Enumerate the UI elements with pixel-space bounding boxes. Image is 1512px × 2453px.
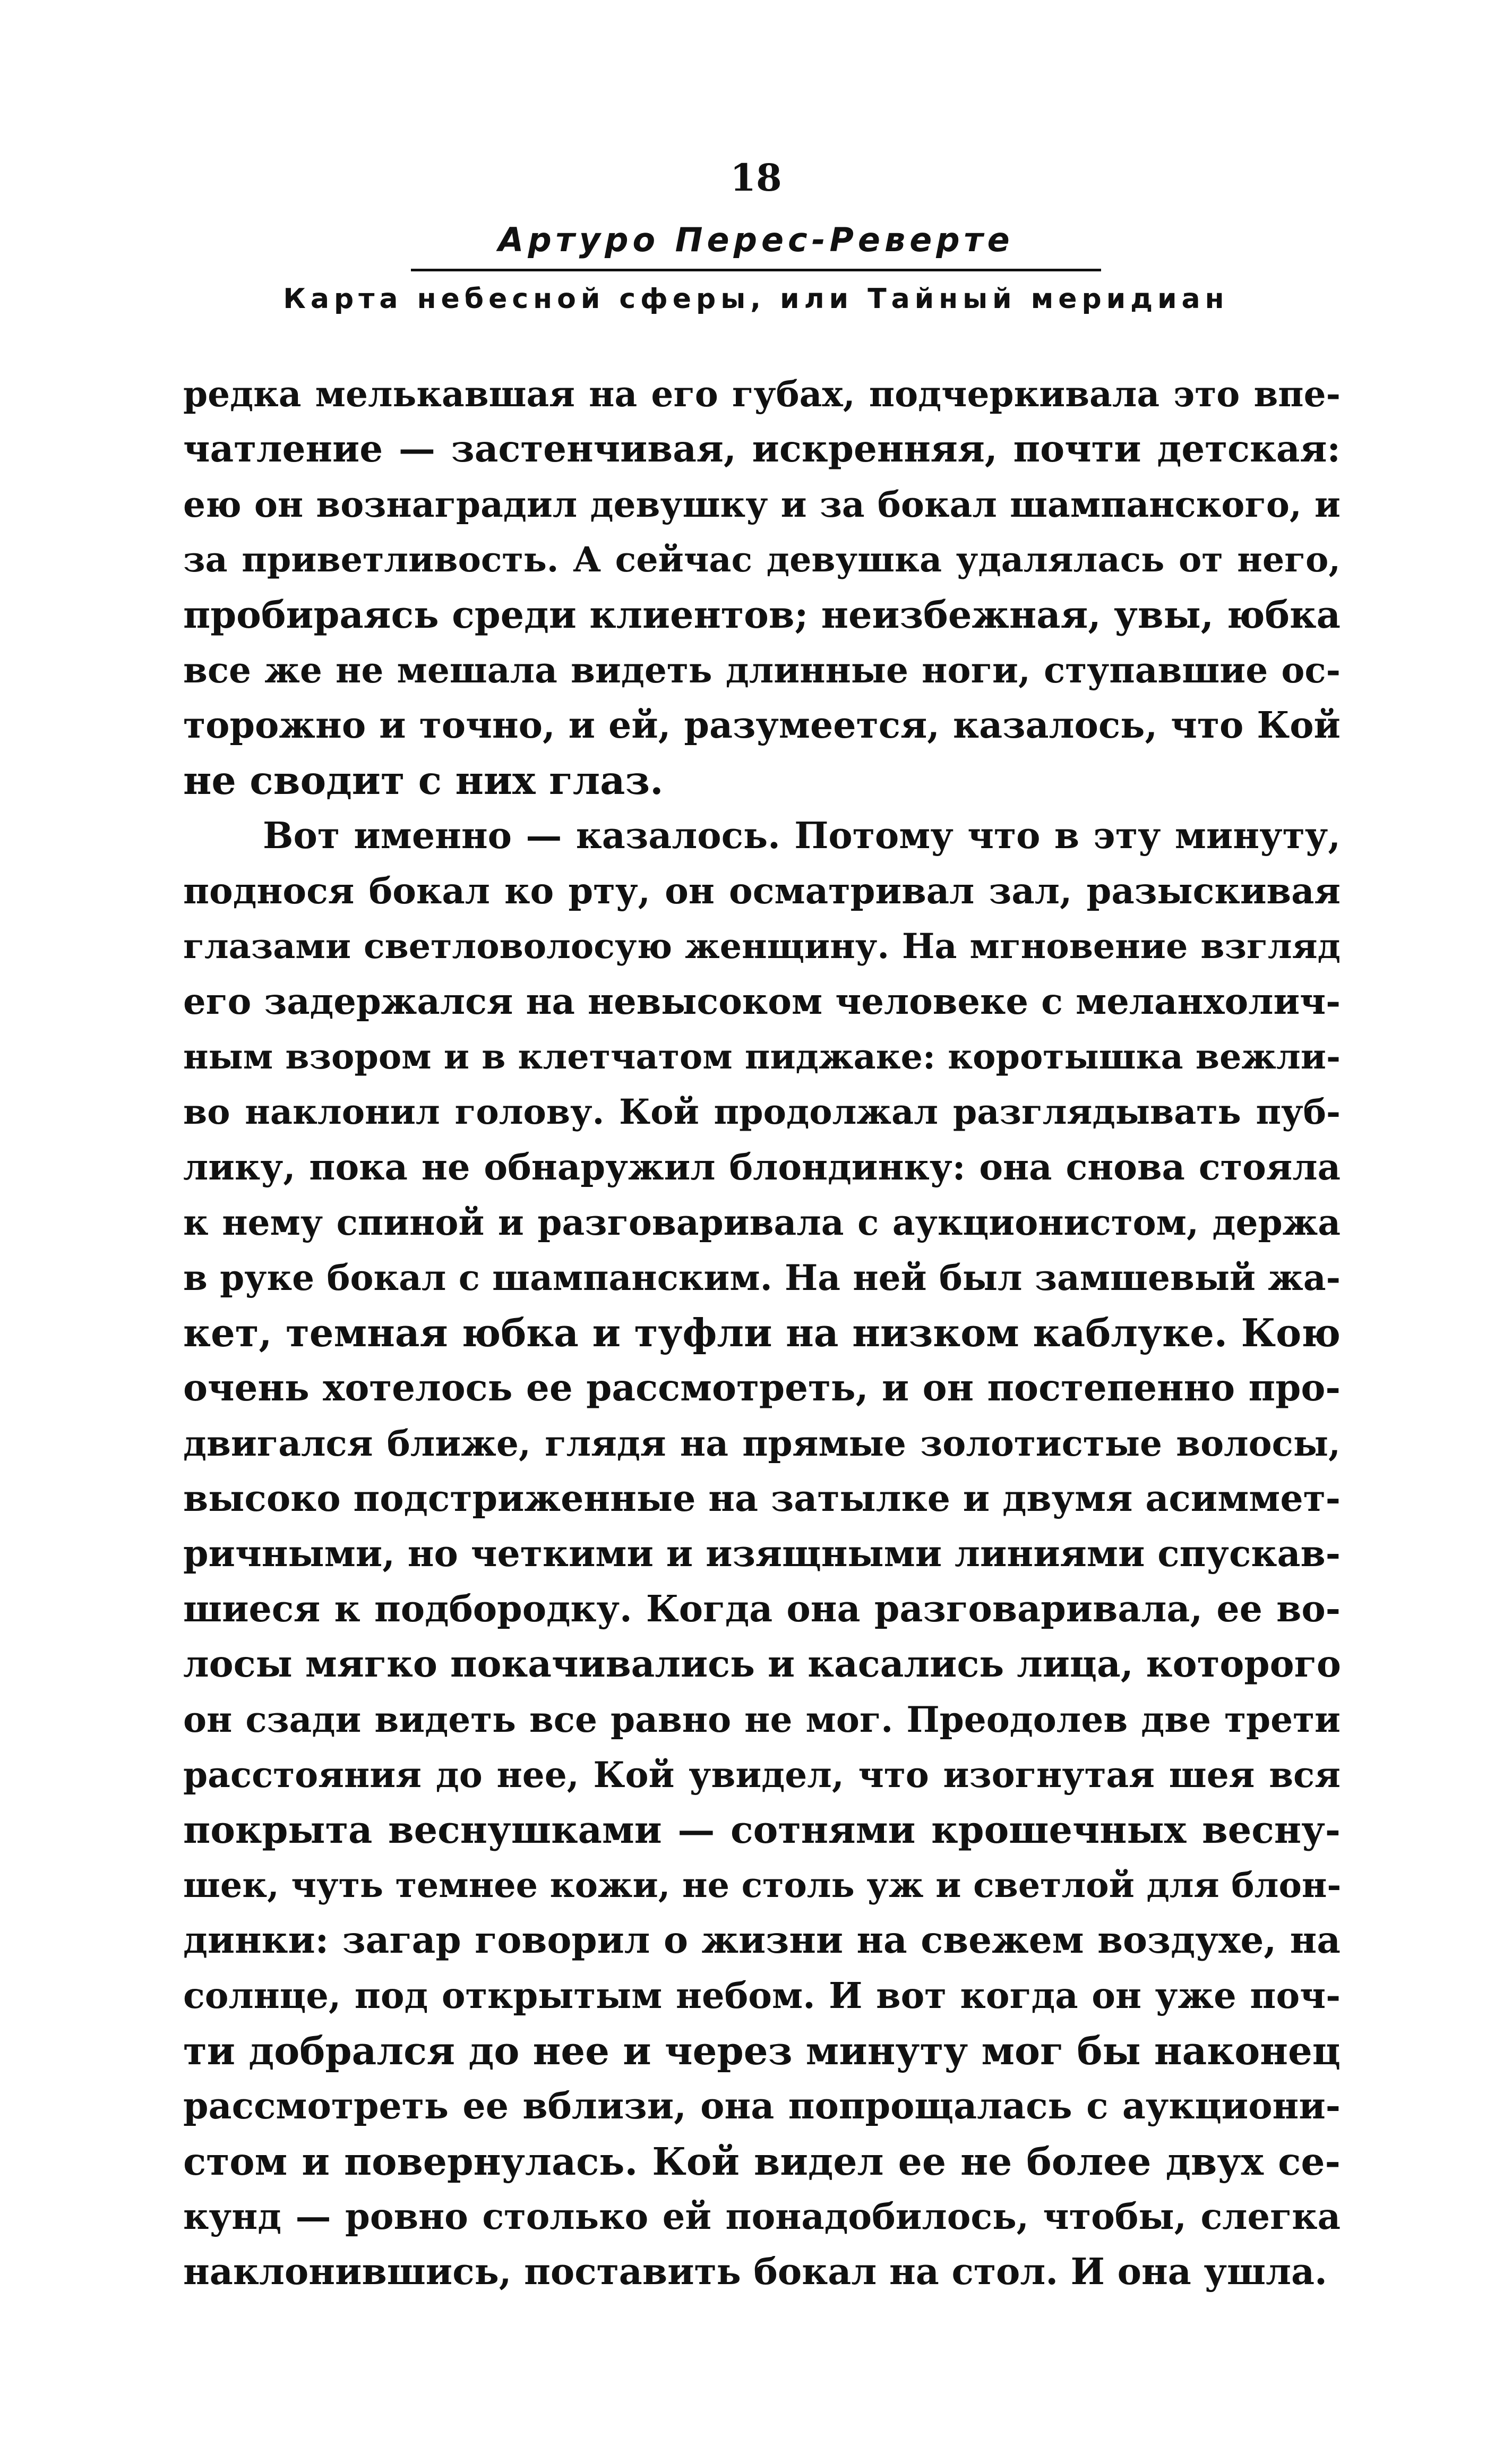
text-line: ти добрался до нее и через минуту мог бы наконец <box>183 2028 1341 2073</box>
paragraph <box>183 808 1341 2300</box>
text-line: наклонившись, поставить бокал на стол. И она ушла. <box>183 2251 1327 2293</box>
text-line: двигался ближе, глядя на прямые золотистые волосы, <box>183 1423 1341 1464</box>
author-name: Артуро Перес-Реверте <box>498 220 1014 259</box>
text-line: покрыта веснушками — сотнями крошечных весну- <box>183 1808 1341 1852</box>
text-line: высоко подстриженные на затылке и двумя асиммет- <box>183 1477 1341 1520</box>
text-line: лику, пока не обнаружил блондинку: она снова стояла <box>183 1146 1341 1188</box>
text-line: кунд — ровно столько ей понадобилось, чтобы, слегка <box>183 2195 1341 2237</box>
paragraph <box>183 366 1341 808</box>
text-line: он сзади видеть все равно не мог. Преодолев две трети <box>183 1699 1341 1740</box>
text-line: ричными, но четкими и изящными линиями спускав- <box>183 1533 1341 1575</box>
header-rule <box>411 269 1101 271</box>
text-line: пробираясь среди клиентов; неизбежная, увы, юбка <box>183 593 1341 637</box>
running-header <box>0 154 1512 320</box>
text-line: Вот именно — казалось. Потому что в эту минуту, <box>263 815 1341 857</box>
text-line: солнце, под открытым небом. И вот когда он уже поч- <box>183 1975 1341 2016</box>
text-line: рассмотреть ее вблизи, она попрощалась с аукциони- <box>183 2085 1341 2127</box>
text-line: очень хотелось ее рассмотреть, и он постепенно про- <box>183 1366 1341 1409</box>
text-line: во наклонил голову. Кой продолжал разглядывать пуб- <box>183 1092 1341 1132</box>
text-line: лосы мягко покачивались и касались лица, которого <box>183 1643 1341 1686</box>
body-text <box>183 366 1341 2300</box>
text-line: торожно и точно, и ей, разумеется, казалось, что Кой <box>183 704 1341 747</box>
text-line: стом и повернулась. Кой видел ее не более двух се- <box>183 2139 1341 2184</box>
text-line: редка мелькавшая на его губах, подчеркивала это впе- <box>183 373 1341 415</box>
text-line: шиеся к подбородку. Когда она разговаривала, ее во- <box>183 1588 1341 1630</box>
page-number: 18 <box>730 156 782 200</box>
text-line: не сводит с них глаз. <box>183 758 664 804</box>
text-line: в руке бокал с шампанским. На ней был замшевый жа- <box>183 1257 1341 1298</box>
text-line: его задержался на невысоком человеке с меланхолич- <box>183 980 1341 1022</box>
text-line: глазами светловолосую женщину. На мгновение взгляд <box>183 926 1341 967</box>
text-line: за приветливость. А сейчас девушка удалялась от него, <box>183 540 1341 580</box>
book-title: Карта небесной сферы, или Тайный меридиан <box>283 283 1229 315</box>
text-line: шек, чуть темнее кожи, не столь уж и светлой для блон- <box>183 1865 1342 1905</box>
text-line: чатление — застенчивая, искренняя, почти детская: <box>183 428 1341 471</box>
text-line: динки: загар говорил о жизни на свежем воздухе, на <box>183 1919 1341 1962</box>
text-line: расстояния до нее, Кой увидел, что изогнутая шея вся <box>183 1754 1341 1796</box>
text-line: все же не мешала видеть длинные ноги, ступавшие ос- <box>183 649 1341 691</box>
text-line: ным взором и в клетчатом пиджаке: коротышка вежли- <box>183 1037 1341 1077</box>
text-line: поднося бокал ко рту, он осматривал зал, разыскивая <box>183 870 1341 912</box>
text-line: кет, темная юбка и туфли на низком каблуке. Кою <box>183 1310 1341 1355</box>
text-line: ею он вознаградил девушку и за бокал шампанского, и <box>183 484 1341 525</box>
text-line: к нему спиной и разговаривала с аукционистом, держа <box>183 1202 1341 1243</box>
